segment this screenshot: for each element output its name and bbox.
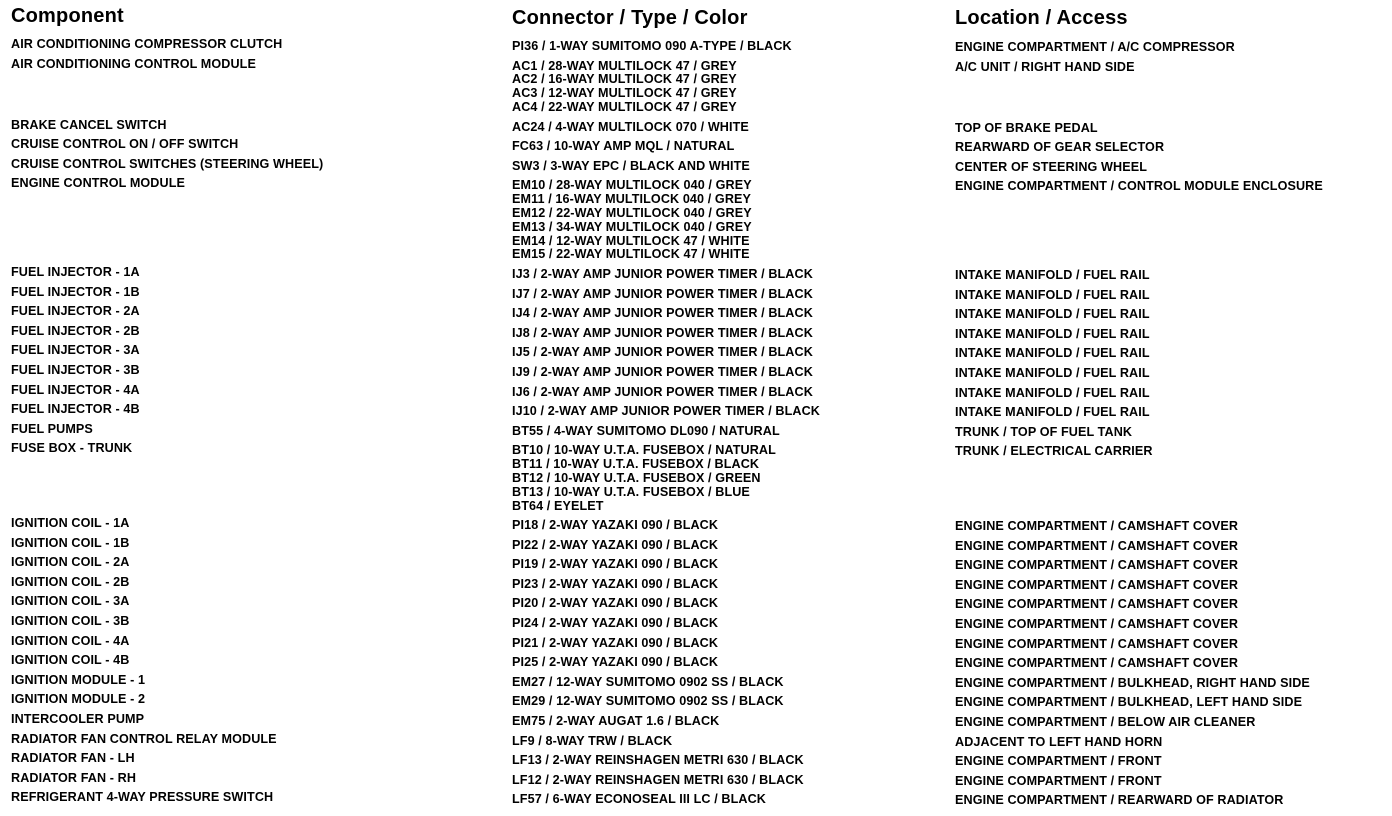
connector-entry: BT12 / 10-WAY U.T.A. FUSEBOX / GREEN bbox=[512, 470, 761, 485]
component-name: FUEL INJECTOR - 4A bbox=[11, 382, 140, 397]
connector-cell bbox=[512, 121, 749, 135]
connector-entry: FC63 / 10-WAY AMP MQL / NATURAL bbox=[512, 139, 735, 154]
connector-entry: EM13 / 34-WAY MULTILOCK 040 / GREY bbox=[512, 219, 752, 234]
table-row bbox=[0, 138, 1392, 158]
table-row bbox=[0, 423, 1392, 443]
table-row bbox=[0, 119, 1392, 139]
connector-cell bbox=[512, 366, 813, 380]
connector-entry: PI36 / 1-WAY SUMITOMO 090 A-TYPE / BLACK bbox=[512, 39, 792, 53]
connector-entry: IJ7 / 2-WAY AMP JUNIOR POWER TIMER / BLACK bbox=[512, 286, 813, 301]
connector-entry: AC24 / 4-WAY MULTILOCK 070 / WHITE bbox=[512, 119, 749, 134]
component-name: FUEL INJECTOR - 2B bbox=[11, 323, 140, 338]
connector-entry: LF13 / 2-WAY REINSHAGEN METRI 630 / BLACK bbox=[512, 753, 804, 768]
location-access: ENGINE COMPARTMENT / BULKHEAD, RIGHT HAND SIDE bbox=[955, 675, 1310, 690]
connector-entry: EM14 / 12-WAY MULTILOCK 47 / WHITE bbox=[512, 233, 750, 248]
connector-entry: IJ5 / 2-WAY AMP JUNIOR POWER TIMER / BLACK bbox=[512, 345, 813, 360]
connector-cell bbox=[512, 735, 672, 749]
table-row bbox=[0, 791, 1392, 811]
header-component: Component bbox=[11, 5, 124, 27]
component-name: REFRIGERANT 4-WAY PRESSURE SWITCH bbox=[11, 790, 274, 805]
location-access: ADJACENT TO LEFT HAND HORN bbox=[955, 734, 1163, 749]
table-row bbox=[0, 286, 1392, 306]
component-name: AIR CONDITIONING COMPRESSOR CLUTCH bbox=[11, 37, 283, 51]
component-name: RADIATOR FAN CONTROL RELAY MODULE bbox=[11, 731, 277, 746]
table-row bbox=[0, 537, 1392, 557]
location-access: INTAKE MANIFOLD / FUEL RAIL bbox=[955, 287, 1150, 302]
location-access: TRUNK / TOP OF FUEL TANK bbox=[955, 424, 1133, 439]
connector-cell bbox=[512, 597, 718, 611]
connector-entry: AC2 / 16-WAY MULTILOCK 47 / GREY bbox=[512, 72, 737, 87]
table-row bbox=[0, 364, 1392, 384]
location-access: ENGINE COMPARTMENT / CAMSHAFT COVER bbox=[955, 538, 1239, 553]
connector-cell bbox=[512, 140, 734, 154]
connector-cell bbox=[512, 405, 820, 419]
component-name: FUEL INJECTOR - 1B bbox=[11, 284, 140, 299]
component-name: IGNITION COIL - 2A bbox=[11, 555, 130, 570]
connector-entry: IJ10 / 2-WAY AMP JUNIOR POWER TIMER / BLACK bbox=[512, 404, 820, 419]
location-access: ENGINE COMPARTMENT / CAMSHAFT COVER bbox=[955, 558, 1239, 573]
location-access: ENGINE COMPARTMENT / CAMSHAFT COVER bbox=[955, 656, 1239, 671]
table-row bbox=[0, 752, 1392, 772]
connector-entry: IJ4 / 2-WAY AMP JUNIOR POWER TIMER / BLACK bbox=[512, 306, 813, 321]
location-access: ENGINE COMPARTMENT / CAMSHAFT COVER bbox=[955, 577, 1239, 592]
connector-entry: PI20 / 2-WAY YAZAKI 090 / BLACK bbox=[512, 596, 719, 611]
location-access: REARWARD OF GEAR SELECTOR bbox=[955, 140, 1165, 155]
table-row bbox=[0, 595, 1392, 615]
component-name: FUEL INJECTOR - 2A bbox=[11, 304, 140, 319]
connector-entry: EM15 / 22-WAY MULTILOCK 47 / WHITE bbox=[512, 247, 750, 262]
connector-cell bbox=[512, 386, 813, 400]
table-row bbox=[0, 713, 1392, 733]
connector-cell bbox=[512, 160, 750, 174]
location-access: INTAKE MANIFOLD / FUEL RAIL bbox=[955, 326, 1150, 341]
connector-entry: BT10 / 10-WAY U.T.A. FUSEBOX / NATURAL bbox=[512, 443, 776, 458]
table-row bbox=[0, 403, 1392, 423]
table-row bbox=[0, 517, 1392, 537]
connector-cell bbox=[512, 558, 718, 572]
component-name: RADIATOR FAN - RH bbox=[11, 770, 137, 785]
connector-entry: IJ8 / 2-WAY AMP JUNIOR POWER TIMER / BLACK bbox=[512, 325, 813, 340]
connector-cell bbox=[512, 793, 766, 807]
location-access: INTAKE MANIFOLD / FUEL RAIL bbox=[955, 307, 1150, 322]
connector-cell bbox=[512, 40, 792, 54]
connector-cell bbox=[512, 327, 813, 341]
component-name: IGNITION COIL - 2B bbox=[11, 574, 130, 589]
component-name: ENGINE CONTROL MODULE bbox=[11, 176, 185, 191]
connector-entry: LF9 / 8-WAY TRW / BLACK bbox=[512, 733, 673, 748]
component-name: IGNITION MODULE - 2 bbox=[11, 692, 146, 707]
connector-cell bbox=[512, 179, 752, 262]
table-row bbox=[0, 305, 1392, 325]
connector-entry: EM29 / 12-WAY SUMITOMO 0902 SS / BLACK bbox=[512, 694, 784, 709]
connector-cell bbox=[512, 578, 718, 592]
component-name: FUEL INJECTOR - 3A bbox=[11, 343, 140, 358]
table-row bbox=[0, 635, 1392, 655]
location-access: INTAKE MANIFOLD / FUEL RAIL bbox=[955, 346, 1150, 361]
connector-entry: PI24 / 2-WAY YAZAKI 090 / BLACK bbox=[512, 616, 719, 631]
connector-entry: EM75 / 2-WAY AUGAT 1.6 / BLACK bbox=[512, 714, 720, 729]
connector-cell bbox=[512, 656, 718, 670]
connector-cell bbox=[512, 539, 718, 553]
connector-entry: BT11 / 10-WAY U.T.A. FUSEBOX / BLACK bbox=[512, 457, 760, 472]
table-row bbox=[0, 442, 1392, 517]
table-row bbox=[0, 615, 1392, 635]
connector-entry: LF12 / 2-WAY REINSHAGEN METRI 630 / BLACK bbox=[512, 772, 804, 787]
connector-cell bbox=[512, 637, 718, 651]
component-name: IGNITION COIL - 4A bbox=[11, 633, 130, 648]
connector-entry: BT13 / 10-WAY U.T.A. FUSEBOX / BLUE bbox=[512, 484, 750, 499]
location-access: INTAKE MANIFOLD / FUEL RAIL bbox=[955, 385, 1150, 400]
component-name: IGNITION MODULE - 1 bbox=[11, 672, 146, 687]
location-access: INTAKE MANIFOLD / FUEL RAIL bbox=[955, 365, 1150, 380]
connector-cell bbox=[512, 444, 776, 513]
connector-entry: IJ6 / 2-WAY AMP JUNIOR POWER TIMER / BLACK bbox=[512, 384, 813, 399]
table-row bbox=[0, 266, 1392, 286]
component-table bbox=[0, 38, 1392, 811]
connector-entry: AC4 / 22-WAY MULTILOCK 47 / GREY bbox=[512, 99, 737, 114]
connector-entry: PI19 / 2-WAY YAZAKI 090 / BLACK bbox=[512, 557, 719, 572]
location-access: ENGINE COMPARTMENT / A/C COMPRESSOR bbox=[955, 40, 1235, 54]
location-access: INTAKE MANIFOLD / FUEL RAIL bbox=[955, 405, 1150, 420]
connector-entry: EM27 / 12-WAY SUMITOMO 0902 SS / BLACK bbox=[512, 674, 784, 689]
header-connector: Connector / Type / Color bbox=[512, 7, 748, 29]
table-row bbox=[0, 693, 1392, 713]
table-row bbox=[0, 158, 1392, 178]
connector-cell bbox=[512, 268, 813, 282]
table-row bbox=[0, 772, 1392, 792]
location-access: ENGINE COMPARTMENT / CAMSHAFT COVER bbox=[955, 636, 1239, 651]
connector-entry: IJ3 / 2-WAY AMP JUNIOR POWER TIMER / BLACK bbox=[512, 266, 813, 281]
connector-cell bbox=[512, 695, 784, 709]
connector-entry: PI25 / 2-WAY YAZAKI 090 / BLACK bbox=[512, 655, 719, 670]
connector-cell bbox=[512, 60, 737, 115]
connector-entry: BT55 / 4-WAY SUMITOMO DL090 / NATURAL bbox=[512, 423, 780, 438]
connector-entry: EM12 / 22-WAY MULTILOCK 040 / GREY bbox=[512, 205, 752, 220]
connector-entry: PI22 / 2-WAY YAZAKI 090 / BLACK bbox=[512, 537, 719, 552]
component-name: FUSE BOX - TRUNK bbox=[11, 441, 133, 456]
location-access: ENGINE COMPARTMENT / CAMSHAFT COVER bbox=[955, 617, 1239, 632]
location-access: ENGINE COMPARTMENT / BELOW AIR CLEANER bbox=[955, 715, 1256, 730]
location-access: CENTER OF STEERING WHEEL bbox=[955, 159, 1148, 174]
connector-entry: AC3 / 12-WAY MULTILOCK 47 / GREY bbox=[512, 86, 737, 101]
component-name: IGNITION COIL - 3B bbox=[11, 614, 130, 629]
component-name: BRAKE CANCEL SWITCH bbox=[11, 117, 167, 132]
table-row bbox=[0, 38, 1392, 58]
connector-cell bbox=[512, 346, 813, 360]
component-name: CRUISE CONTROL SWITCHES (STEERING WHEEL) bbox=[11, 156, 324, 171]
table-row bbox=[0, 344, 1392, 364]
location-access: TOP OF BRAKE PEDAL bbox=[955, 120, 1098, 135]
component-name: IGNITION COIL - 1A bbox=[11, 516, 130, 531]
location-access: A/C UNIT / RIGHT HAND SIDE bbox=[955, 59, 1135, 74]
connector-cell bbox=[512, 676, 784, 690]
component-name: IGNITION COIL - 3A bbox=[11, 594, 130, 609]
connector-cell bbox=[512, 774, 804, 788]
table-row bbox=[0, 177, 1392, 266]
location-access: ENGINE COMPARTMENT / BULKHEAD, LEFT HAND SIDE bbox=[955, 695, 1303, 710]
connector-entry: IJ9 / 2-WAY AMP JUNIOR POWER TIMER / BLACK bbox=[512, 364, 813, 379]
table-row bbox=[0, 384, 1392, 404]
connector-cell bbox=[512, 288, 813, 302]
component-name: FUEL INJECTOR - 4B bbox=[11, 402, 140, 417]
table-row bbox=[0, 733, 1392, 753]
connector-entry: PI21 / 2-WAY YAZAKI 090 / BLACK bbox=[512, 635, 719, 650]
location-access: ENGINE COMPARTMENT / CAMSHAFT COVER bbox=[955, 597, 1239, 612]
location-access: TRUNK / ELECTRICAL CARRIER bbox=[955, 444, 1153, 459]
table-row bbox=[0, 556, 1392, 576]
table-row bbox=[0, 58, 1392, 119]
connector-entry: PI23 / 2-WAY YAZAKI 090 / BLACK bbox=[512, 576, 719, 591]
connector-entry: AC1 / 28-WAY MULTILOCK 47 / GREY bbox=[512, 58, 737, 73]
connector-cell bbox=[512, 715, 719, 729]
connector-cell bbox=[512, 307, 813, 321]
location-access: INTAKE MANIFOLD / FUEL RAIL bbox=[955, 267, 1150, 282]
table-row bbox=[0, 674, 1392, 694]
table-row bbox=[0, 576, 1392, 596]
location-access: ENGINE COMPARTMENT / CAMSHAFT COVER bbox=[955, 519, 1239, 534]
component-name: CRUISE CONTROL ON / OFF SWITCH bbox=[11, 137, 239, 152]
connector-cell bbox=[512, 617, 718, 631]
component-name: FUEL INJECTOR - 3B bbox=[11, 362, 140, 377]
component-name: AIR CONDITIONING CONTROL MODULE bbox=[11, 56, 256, 71]
component-name: FUEL PUMPS bbox=[11, 421, 93, 436]
component-name: FUEL INJECTOR - 1A bbox=[11, 264, 140, 279]
component-name: IGNITION COIL - 4B bbox=[11, 653, 130, 668]
table-row bbox=[0, 654, 1392, 674]
header-location: Location / Access bbox=[955, 7, 1128, 29]
component-name: INTERCOOLER PUMP bbox=[11, 712, 145, 727]
connector-cell bbox=[512, 425, 780, 439]
location-access: ENGINE COMPARTMENT / FRONT bbox=[955, 754, 1162, 769]
connector-cell bbox=[512, 754, 804, 768]
connector-entry: LF57 / 6-WAY ECONOSEAL III LC / BLACK bbox=[512, 792, 766, 807]
connector-entry: PI18 / 2-WAY YAZAKI 090 / BLACK bbox=[512, 518, 719, 533]
connector-entry: SW3 / 3-WAY EPC / BLACK AND WHITE bbox=[512, 158, 750, 173]
connector-cell bbox=[512, 519, 718, 533]
location-access: ENGINE COMPARTMENT / CONTROL MODULE ENCLOSURE bbox=[955, 179, 1323, 194]
connector-entry: EM11 / 16-WAY MULTILOCK 040 / GREY bbox=[512, 192, 752, 207]
location-access: ENGINE COMPARTMENT / REARWARD OF RADIATOR bbox=[955, 793, 1284, 808]
connector-entry: BT64 / EYELET bbox=[512, 498, 604, 513]
connector-entry: EM10 / 28-WAY MULTILOCK 040 / GREY bbox=[512, 178, 752, 193]
component-name: RADIATOR FAN - LH bbox=[11, 751, 135, 766]
table-row bbox=[0, 325, 1392, 345]
location-access: ENGINE COMPARTMENT / FRONT bbox=[955, 773, 1162, 788]
component-name: IGNITION COIL - 1B bbox=[11, 535, 130, 550]
